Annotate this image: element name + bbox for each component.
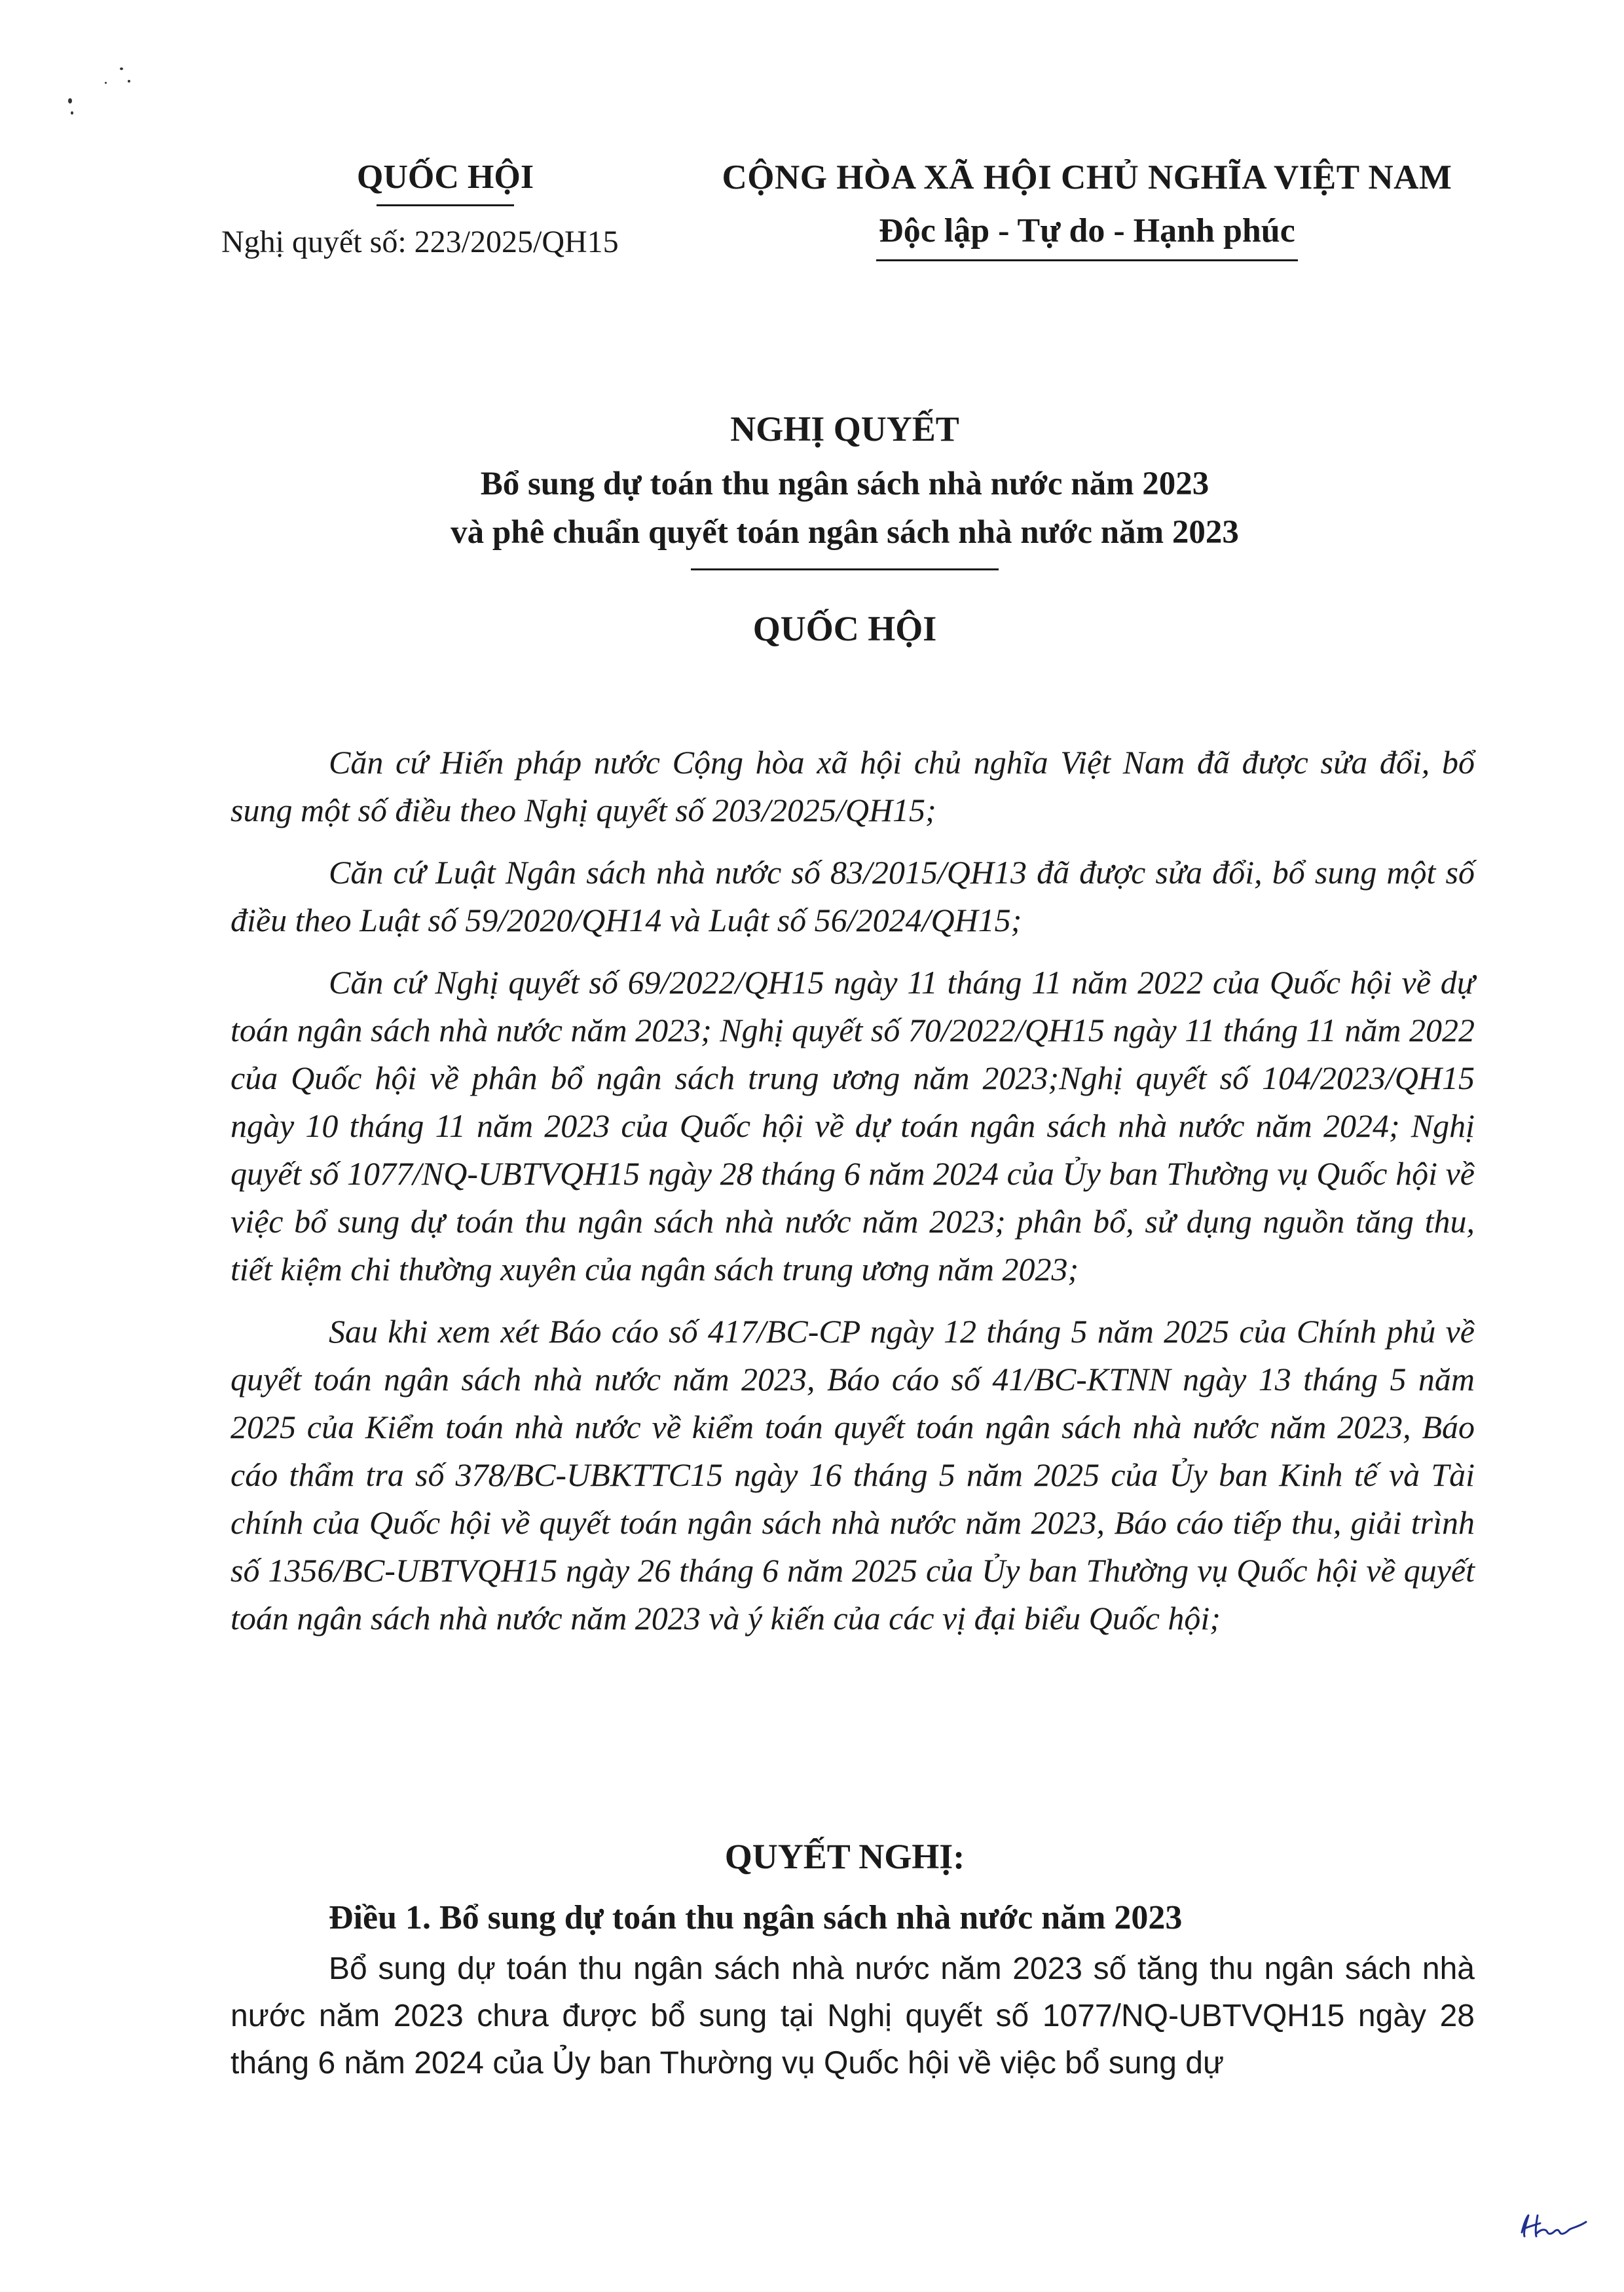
resolution-number: Nghị quyết số: 223/2025/QH15 [221,225,619,259]
preamble-paragraph: Sau khi xem xét Báo cáo số 417/BC-CP ngày 12 tháng 5 năm 2025 của Chính phủ về quyết toán ngân sách nhà nước năm 2023, Báo cáo số 41/BC-KTNN ngày 13 tháng 5 năm 2025 của Kiểm toán nhà nước về kiểm toán quyết toán ngân sách nhà nước năm 2023, Báo cáo thẩm tra số 378/BC-UBKTTC15 ngày 16 tháng 5 năm 2025 của Ủy ban Kinh tế và Tài chính của Quốc hội về quyết toán ngân sách nhà nước năm 2023, Báo cáo tiếp thu, giải trình số 1356/BC-UBTVQH15 ngày 26 tháng 6 năm 2025 của Ủy ban Thường vụ Quốc hội về quyết toán ngân sách nhà nước năm 2023 và ý kiến của các vị đại biểu Quốc hội; [231,1313,1475,1636]
decision-heading: QUYẾT NGHỊ: [724,1837,965,1876]
issuer-underline [377,204,514,206]
title-block [196,406,1493,652]
issuer-org: QUỐC HỘI [356,158,534,196]
national-motto: Độc lập - Tự do - Hạnh phúc [876,210,1298,261]
handwritten-initials-icon [1518,2210,1590,2243]
nation-name: CỘNG HÒA XÃ HỘI CHỦ NGHĨA VIỆT NAM [722,158,1452,196]
scan-speck [71,111,73,115]
national-header [694,156,1480,261]
title-divider [691,568,999,570]
article-1-title: Điều 1. Bổ sung dự toán thu ngân sách nhà nước năm 2023 [329,1899,1183,1936]
preamble-paragraph: Căn cứ Nghị quyết số 69/2022/QH15 ngày 11 tháng 11 năm 2022 của Quốc hội về dự toán ngân sách nhà nước năm 2023; Nghị quyết số 70/2022/QH15 ngày 11 tháng 11 năm 2022 của Quốc hội về phân bổ ngân sách trung ương năm 2023;Nghị quyết số 104/2023/QH15 ngày 10 tháng 11 năm 2023 của Quốc hội về dự toán ngân sách nhà nước năm 2024; Nghị quyết số 1077/NQ-UBTVQH15 ngày 28 tháng 6 năm 2024 của Ủy ban Thường vụ Quốc hội về việc bổ sung dự toán thu ngân sách nhà nước năm 2023; phân bổ, sử dụng nguồn tăng thu, tiết kiệm chi thường xuyên của ngân sách trung ương năm 2023; [231,964,1475,1287]
issuing-body: QUỐC HỘI [752,609,937,648]
preamble [231,739,1475,1657]
article-1 [231,1895,1475,2087]
scan-speck [128,80,130,83]
scan-speck [105,82,107,84]
document-type: NGHỊ QUYẾT [730,409,959,449]
issuer-header [210,156,681,264]
preamble-paragraph: Căn cứ Luật Ngân sách nhà nước số 83/2015/QH13 đã được sửa đổi, bổ sung một số điều theo Luật số 59/2020/QH14 và Luật số 56/2024/QH15; [231,854,1475,938]
scan-speck [120,67,123,70]
scan-speck [68,98,72,103]
preamble-paragraph: Căn cứ Hiến pháp nước Cộng hòa xã hội chủ nghĩa Việt Nam đã được sửa đổi, bổ sung một số điều theo Nghị quyết số 203/2025/QH15; [231,744,1475,828]
article-1-text: Bổ sung dự toán thu ngân sách nhà nước năm 2023 số tăng thu ngân sách nhà nước năm 2023 chưa được bổ sung tại Nghị quyết số 1077/NQ-UBTVQH15 ngày 28 tháng 6 năm 2024 của Ủy ban Thường vụ Quốc hội về việc bổ sung dự [231,1951,1475,2080]
document-subtitle-line-1: Bổ sung dự toán thu ngân sách nhà nước năm 2023 [480,466,1209,502]
document-subtitle-line-2: và phê chuẩn quyết toán ngân sách nhà nước năm 2023 [451,514,1239,551]
